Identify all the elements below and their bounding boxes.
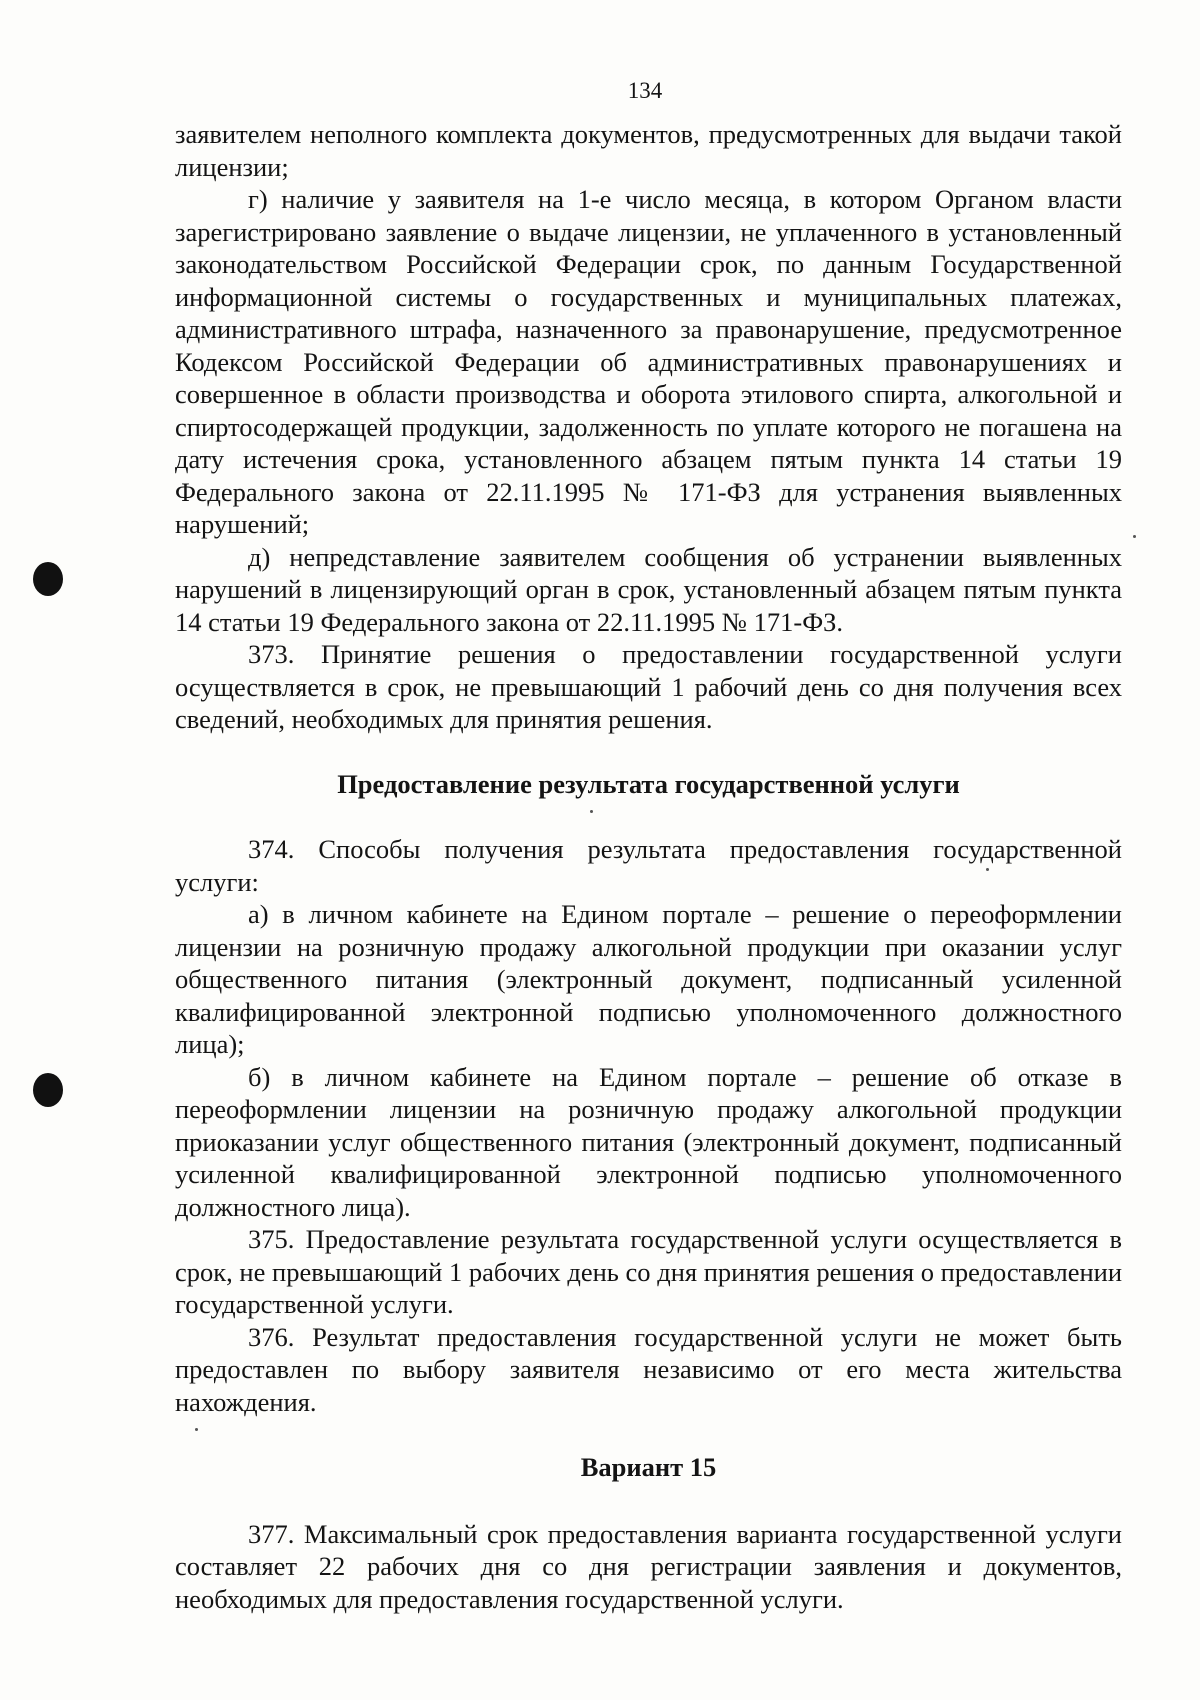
section-heading: Предоставление результата государственной услуги (337, 768, 960, 799)
paragraph: а) в личном кабинете на Едином портале – решение о переоформлении лицензии на розничную продажу алкогольной продукции при оказании услуг общественного питания (электронный документ, подписанный усиленной квалифицированной электронной подписью уполномоченного должностного лица); (175, 899, 1122, 1059)
scan-speck (1133, 535, 1136, 538)
punch-hole (33, 1073, 63, 1107)
paragraph: 376. Результат предоставления государственной услуги не может быть предоставлен по выбору заявителя независимо от его места жительства нахождения. (175, 1321, 1122, 1417)
paragraph: заявителем неполного комплекта документов, предусмотренных для выдачи такой лицензии; (175, 119, 1122, 182)
paragraph: б) в личном кабинете на Едином портале – решение об отказе в переоформлении лицензии на розничную продажу алкогольной продукции приоказании услуг общественного питания (электронный документ, подписанный усиленной квалифицированной электронной подписью уполномоченного должностного лица). (175, 1061, 1122, 1222)
document-body (175, 118, 1122, 1615)
paragraph: д) непредставление заявителем сообщения об устранении выявленных нарушений в лицензирующий орган в срок, установленный абзацем пятым пункта 14 статьи 19 Федерального закона от 22.11.1995 № 171-ФЗ. (175, 541, 1122, 637)
paragraph: 373. Принятие решения о предоставлении государственной услуги осуществляется в срок, не превышающий 1 рабочий день со дня получения всех сведений, необходимых для принятия решения. (175, 639, 1122, 734)
section-heading: Вариант 15 (580, 1452, 717, 1482)
paragraph: 375. Предоставление результата государственной услуги осуществляется в срок, не превышающий 1 рабочих день со дня принятия решения о предоставлении государственной услуги. (175, 1224, 1122, 1319)
paragraph: г) наличие у заявителя на 1-е число месяца, в котором Органом власти зарегистрировано заявление о выдаче лицензии, не уплаченного в установленный законодательством Российской Федерации срок, по данным Государственной информационной системы о государственных и муниципальных платежах, административного штрафа, назначенного за правонарушение, предусмотренное Кодексом Российской Федерации об административных правонарушениях и совершенное в области производства и оборота этилового спирта, алкогольной и спиртосодержащей продукции, задолженность по уплате которого не погашена на дату истечения срока, установленного абзацем пятым пункта 14 статьи 19 Федерального закона от 22.11.1995 № 171-ФЗ для устранения выявленных нарушений; (175, 184, 1122, 539)
paragraph: 374. Способы получения результата предоставления государственной услуги: (175, 834, 1122, 897)
paragraph: 377. Максимальный срок предоставления варианта государственной услуги составляет 22 рабочих дня со дня регистрации заявления и документов, необходимых для предоставления государственной услуги. (175, 1518, 1122, 1614)
punch-hole (33, 562, 63, 596)
page-number: 134 (627, 78, 663, 103)
